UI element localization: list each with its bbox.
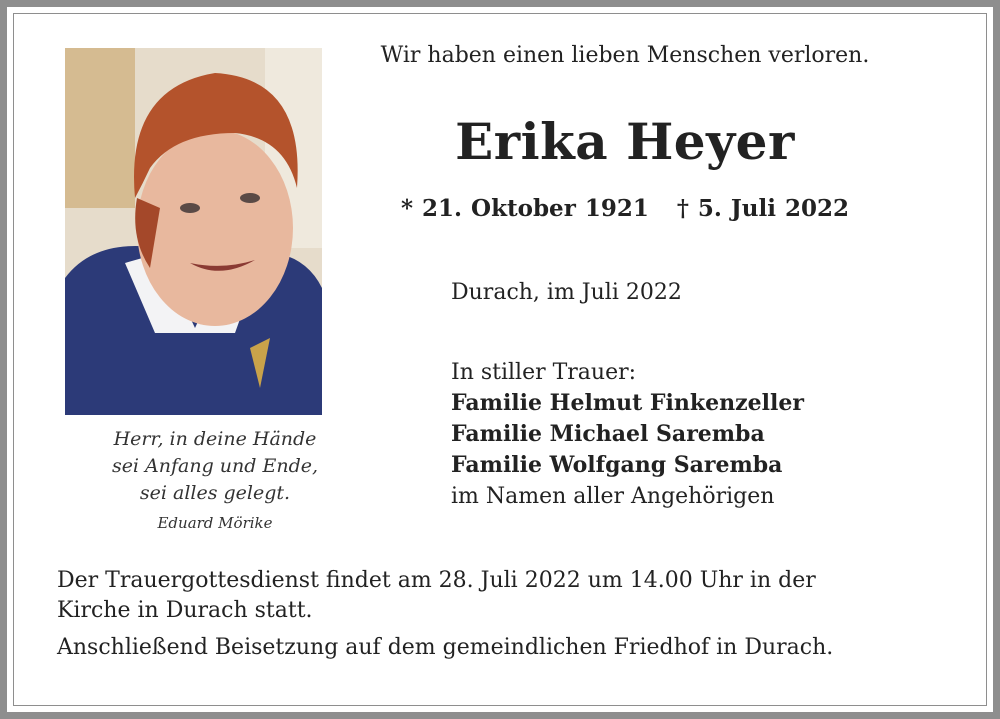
death-date: † 5. Juli 2022 — [676, 195, 849, 222]
headline: Wir haben einen lieben Menschen verloren. — [380, 43, 870, 68]
place-date: Durach, im Juli 2022 — [451, 280, 682, 305]
portrait-illustration — [65, 48, 322, 415]
quote-author: Eduard Mörike — [157, 514, 273, 532]
quote-line: sei Anfang und Ende, — [111, 455, 319, 477]
service-line: Kirche in Durach statt. — [57, 598, 313, 623]
portrait-photo — [65, 48, 322, 415]
quote-line: Herr, in deine Hände — [113, 428, 317, 450]
family-name: Familie Michael Saremba — [451, 421, 765, 447]
deceased-name: Erika Heyer — [455, 112, 795, 171]
mourners-intro: In stiller Trauer: — [451, 360, 637, 385]
birth-date: * 21. Oktober 1921 — [400, 195, 649, 222]
quote — [40, 426, 390, 507]
family-name: Familie Helmut Finkenzeller — [451, 390, 804, 416]
service-line: Der Trauergottesdienst findet am 28. Juli 2022 um 14.00 Uhr in der — [57, 568, 816, 593]
family-name: Familie Wolfgang Saremba — [451, 452, 783, 478]
quote-line: sei alles gelegt. — [139, 482, 291, 504]
life-dates — [340, 195, 910, 222]
burial-notice: Anschließend Beisetzung auf dem gemeindlichen Friedhof in Durach. — [57, 635, 834, 660]
service-notice — [57, 566, 937, 626]
mourners-closing: im Namen aller Angehörigen — [451, 484, 775, 509]
mourners-block — [451, 357, 804, 512]
